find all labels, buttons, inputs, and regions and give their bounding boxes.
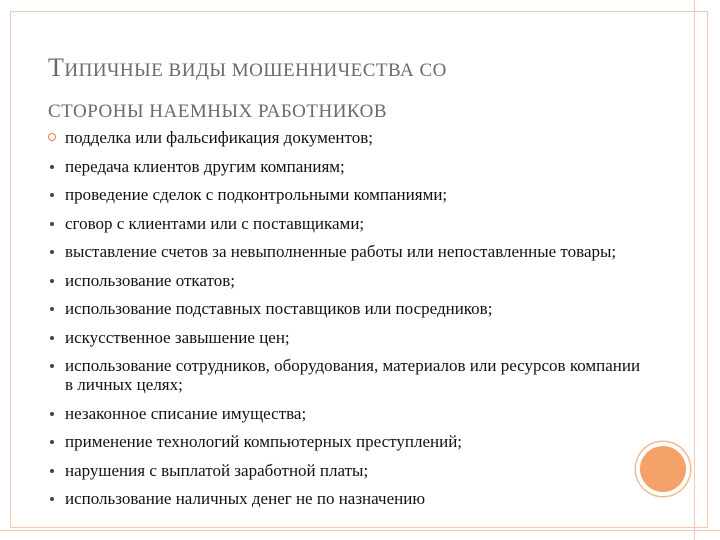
dot-bullet-icon	[50, 497, 54, 501]
list-item-text: подделка или фальсификация документов;	[65, 128, 373, 147]
list-item-text: использование сотрудников, оборудования, материалов или ресурсов компании в личных целях;	[65, 356, 641, 394]
list-item-text: нарушения с выплатой заработной платы;	[65, 460, 369, 480]
list-item	[48, 214, 648, 233]
dot-bullet-icon	[50, 336, 54, 340]
list-item-text: передача клиентов другим компаниям;	[65, 156, 345, 176]
dot-bullet-icon	[50, 222, 54, 226]
list-item-text: незаконное списание имущества;	[65, 403, 307, 423]
list-item-text: выставление счетов за невыполненные работы или непоставленные товары;	[65, 242, 617, 261]
list-item	[48, 299, 648, 318]
dot-bullet-icon	[50, 165, 54, 169]
vertical-rule	[694, 0, 695, 540]
list-item-text: использование подставных поставщиков или посредников;	[65, 299, 493, 318]
list-item-text: использование наличных денег не по назначению	[65, 489, 426, 508]
list-item	[48, 432, 648, 451]
decorative-circle	[640, 446, 686, 492]
horizontal-rule	[0, 530, 720, 531]
list-item-text: применение технологий компьютерных преступлений;	[65, 432, 463, 451]
list-item	[48, 489, 648, 508]
ring-bullet-icon	[48, 133, 56, 141]
title-line-1: ИПИЧНЫЕ ВИДЫ МОШЕННИЧЕСТВА СО	[64, 60, 447, 81]
dot-bullet-icon	[50, 412, 54, 416]
list-item-text: использование откатов;	[65, 270, 235, 290]
dot-bullet-icon	[50, 364, 54, 368]
dot-bullet-icon	[50, 279, 54, 283]
list-item	[48, 271, 648, 290]
fraud-types-list	[48, 128, 648, 518]
list-item	[48, 404, 648, 423]
dot-bullet-icon	[50, 440, 54, 444]
list-item-text: сговор с клиентами или с поставщиками;	[65, 213, 365, 233]
dot-bullet-icon	[50, 307, 54, 311]
list-item	[48, 128, 648, 147]
list-item	[48, 185, 648, 204]
dot-bullet-icon	[50, 193, 54, 197]
dot-bullet-icon	[50, 250, 54, 254]
list-item-text: проведение сделок с подконтрольными компаниями;	[65, 185, 448, 204]
slide-title	[48, 47, 648, 132]
list-item	[48, 328, 648, 347]
list-item	[48, 157, 648, 176]
list-item	[48, 356, 648, 394]
dot-bullet-icon	[50, 469, 54, 473]
title-initial: Т	[48, 53, 65, 82]
list-item	[48, 242, 648, 261]
list-item-text: искусственное завышение цен;	[65, 327, 290, 347]
title-line-2: СТОРОНЫ НАЕМНЫХ РАБОТНИКОВ	[48, 101, 388, 122]
list-item	[48, 461, 648, 480]
